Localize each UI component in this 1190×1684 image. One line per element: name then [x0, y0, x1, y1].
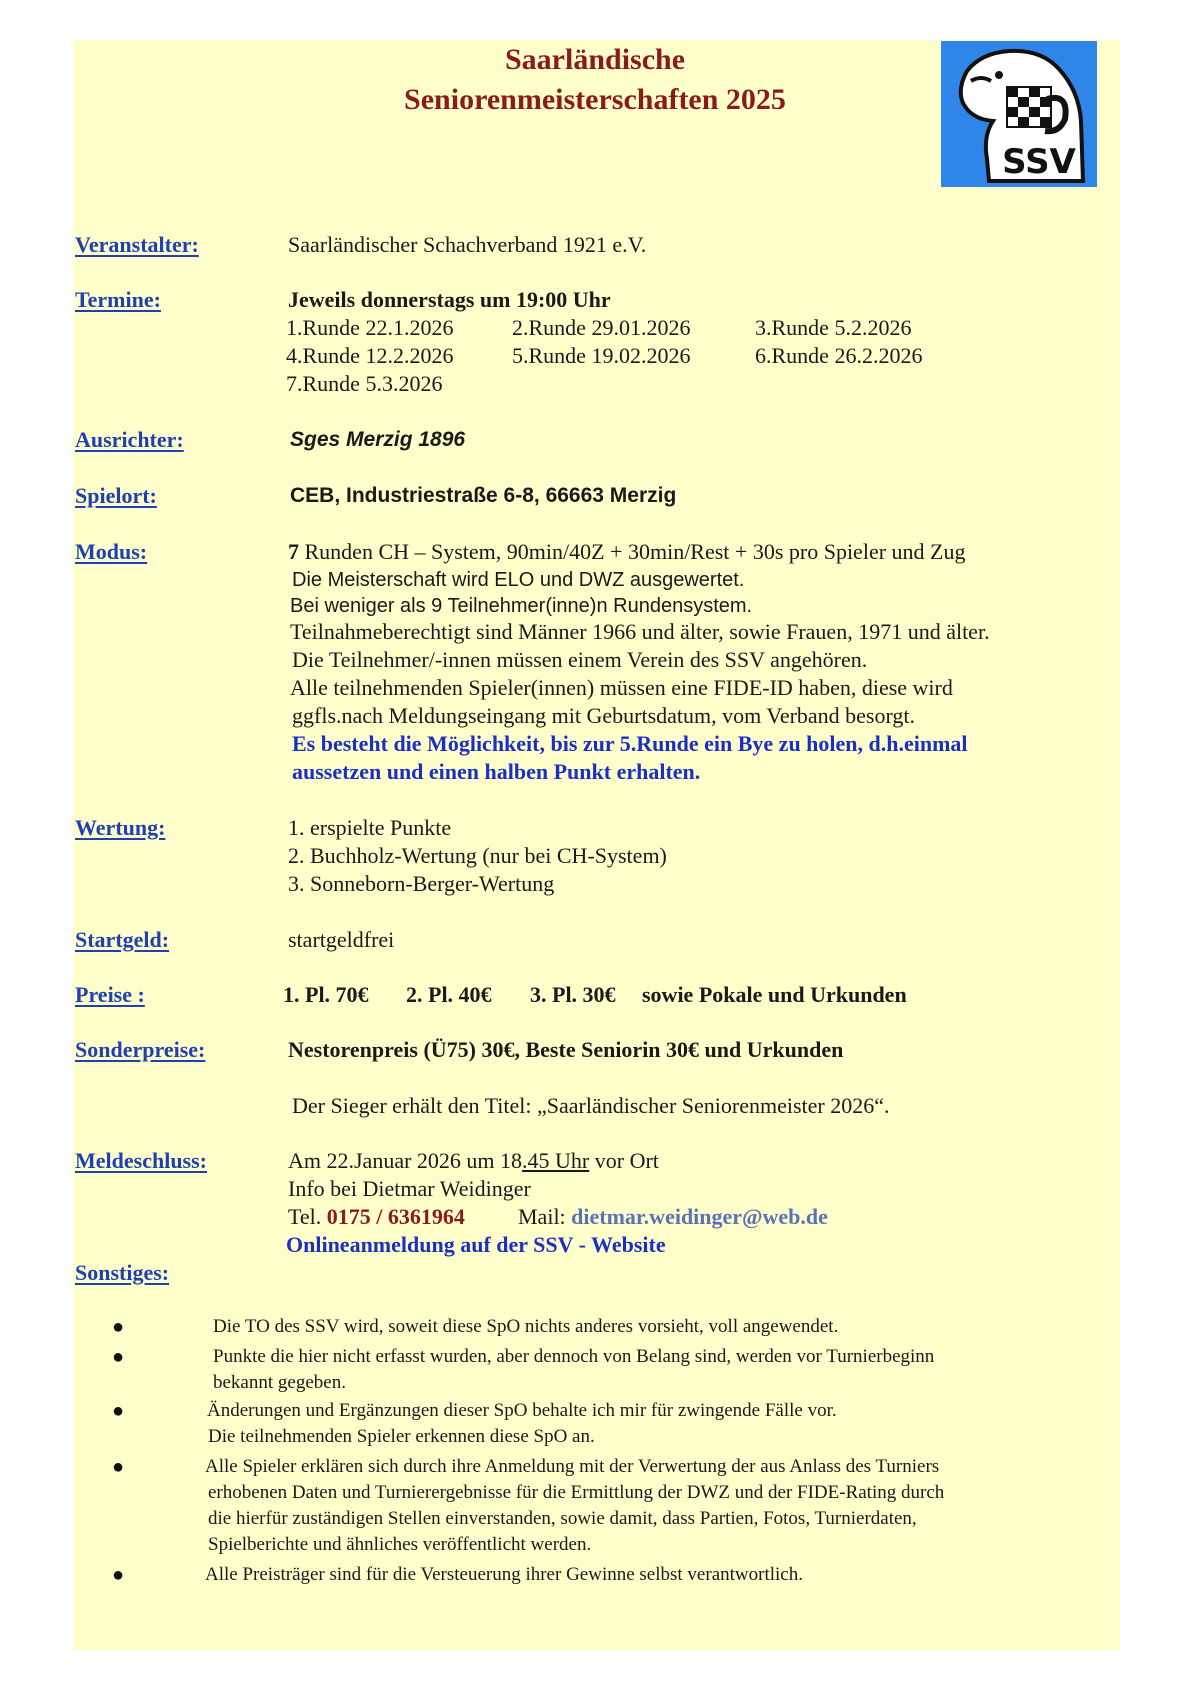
spielort-value: CEB, Industriestraße 6-8, 66663 Merzig [290, 484, 677, 507]
bullet-5: ● [112, 1564, 125, 1586]
modus-bye-note-2: aussetzen und einen halben Punkt erhalten. [292, 759, 701, 784]
modus-line-5: Die Teilnehmer/-innen müssen einem Verein des SSV angehören. [292, 647, 868, 672]
modus-line-1 [288, 538, 965, 566]
bullet-1: ● [112, 1316, 125, 1338]
label-termine: Termine: [75, 287, 161, 312]
preis-1: 1. Pl. 70€ [283, 982, 369, 1007]
sonderpreise-value: Nestorenpreis (Ü75) 30€, Beste Seniorin 30€ und Urkunden [288, 1037, 844, 1062]
preis-3: 3. Pl. 30€ [530, 982, 616, 1007]
modus-line-1-text: Runden CH – System, 90min/40Z + 30min/Rest + 30s pro Spieler und Zug [299, 539, 966, 564]
preis-2: 2. Pl. 40€ [406, 982, 492, 1007]
meldeschluss-date: Am 22.Januar 2026 um 18 [288, 1148, 523, 1173]
modus-bye-note-1: Es besteht die Möglichkeit, bis zur 5.Runde ein Bye zu holen, d.h.einmal [292, 731, 968, 756]
meldeschluss-line-1 [288, 1147, 659, 1175]
title-line-2: Seniorenmeisterschaften 2025 [404, 83, 786, 116]
sonstiges-item-3-line-1: Änderungen und Ergänzungen dieser SpO behalte ich mir für zwingende Fälle vor. [207, 1400, 837, 1421]
wertung-item-2: 2. Buchholz-Wertung (nur bei CH-System) [288, 843, 667, 868]
round-4: 4.Runde 12.2.2026 [286, 343, 454, 368]
online-registration[interactable]: Onlineanmeldung auf der SSV - Website [286, 1232, 666, 1257]
sonstiges-item-2-line-2: bekannt gegeben. [213, 1372, 346, 1393]
label-sonstiges: Sonstiges: [75, 1260, 170, 1285]
label-veranstalter: Veranstalter: [75, 232, 199, 257]
mail-line [518, 1203, 828, 1231]
sonstiges-item-4-line-2: erhobenen Daten und Turnierergebnisse für die Ermittlung der DWZ und der FIDE-Rating durch [208, 1482, 945, 1503]
tel-label: Tel. [288, 1204, 327, 1229]
modus-line-4: Teilnahmeberechtigt sind Männer 1966 und älter, sowie Frauen, 1971 und älter. [290, 619, 990, 644]
modus-line-6: Alle teilnehmenden Spieler(innen) müssen eine FIDE-ID haben, diese wird [290, 675, 953, 700]
round-6: 6.Runde 26.2.2026 [755, 343, 923, 368]
bullet-4: ● [112, 1456, 125, 1478]
startgeld-value: startgeldfrei [288, 927, 395, 952]
sonstiges-item-4-line-1: Alle Spieler erklären sich durch ihre Anmeldung mit der Verwertung der aus Anlass des Turniers [205, 1456, 940, 1477]
meldeschluss-info: Info bei Dietmar Weidinger [288, 1176, 531, 1201]
title-line-1: Saarländische [504, 43, 686, 76]
round-2: 2.Runde 29.01.2026 [512, 315, 691, 340]
bullet-3: ● [112, 1400, 125, 1422]
svg-text:SSV: SSV [1002, 142, 1076, 182]
sonstiges-item-2-line-1: Punkte die hier nicht erfasst wurden, aber dennoch von Belang sind, werden vor Turnierbeginn [213, 1346, 935, 1367]
bullet-2: ● [112, 1346, 125, 1368]
meldeschluss-contact [288, 1203, 465, 1231]
mail-label: Mail: [518, 1204, 572, 1229]
ssv-logo [941, 41, 1097, 187]
sonstiges-item-3-line-2: Die teilnehmenden Spieler erkennen diese SpO an. [208, 1426, 595, 1447]
label-modus: Modus: [75, 539, 148, 564]
round-7: 7.Runde 5.3.2026 [286, 371, 443, 396]
label-sonderpreise: Sonderpreise: [75, 1037, 206, 1062]
phone-number[interactable]: 0175 / 6361964 [326, 1204, 465, 1229]
label-meldeschluss: Meldeschluss: [75, 1148, 207, 1173]
round-1: 1.Runde 22.1.2026 [286, 315, 454, 340]
label-startgeld: Startgeld: [75, 927, 170, 952]
sieger-titel: Der Sieger erhält den Titel: „Saarländischer Seniorenmeister 2026“. [292, 1093, 890, 1118]
sonstiges-item-4-line-4: Spielberichte und ähnliches veröffentlicht werden. [208, 1534, 592, 1555]
label-wertung: Wertung: [75, 815, 166, 840]
modus-line-3: Bei weniger als 9 Teilnehmer(inne)n Rundensystem. [290, 595, 753, 617]
label-ausrichter: Ausrichter: [75, 427, 184, 452]
meldeschluss-place: vor Ort [589, 1148, 659, 1173]
email-link[interactable]: dietmar.weidinger@web.de [571, 1204, 828, 1229]
label-spielort: Spielort: [75, 483, 157, 508]
round-5: 5.Runde 19.02.2026 [512, 343, 691, 368]
sonstiges-item-4-line-3: die hierfür zuständigen Stellen einverstanden, sowie damit, dass Partien, Fotos, Turnierdaten, [208, 1508, 917, 1529]
meldeschluss-time: .45 Uhr [522, 1148, 590, 1173]
modus-line-7: ggfls.nach Meldungseingang mit Geburtsdatum, vom Verband besorgt. [292, 703, 916, 728]
wertung-item-3: 3. Sonneborn-Berger-Wertung [288, 871, 555, 896]
modus-line-2: Die Meisterschaft wird ELO und DWZ ausgewertet. [292, 569, 745, 591]
sonstiges-item-1: Die TO des SSV wird, soweit diese SpO nichts anderes vorsieht, voll angewendet. [213, 1316, 839, 1337]
ausrichter-value: Sges Merzig 1896 [290, 428, 466, 451]
wertung-item-1: 1. erspielte Punkte [288, 815, 452, 840]
veranstalter-value: Saarländischer Schachverband 1921 e.V. [288, 232, 647, 257]
round-3: 3.Runde 5.2.2026 [755, 315, 912, 340]
label-preise: Preise : [75, 982, 145, 1007]
termine-headline: Jeweils donnerstags um 19:00 Uhr [288, 287, 611, 312]
sonstiges-item-5: Alle Preisträger sind für die Versteuerung ihrer Gewinne selbst verantwortlich. [205, 1564, 803, 1585]
modus-rounds-number: 7 [288, 539, 299, 564]
preise-extra: sowie Pokale und Urkunden [642, 982, 907, 1007]
